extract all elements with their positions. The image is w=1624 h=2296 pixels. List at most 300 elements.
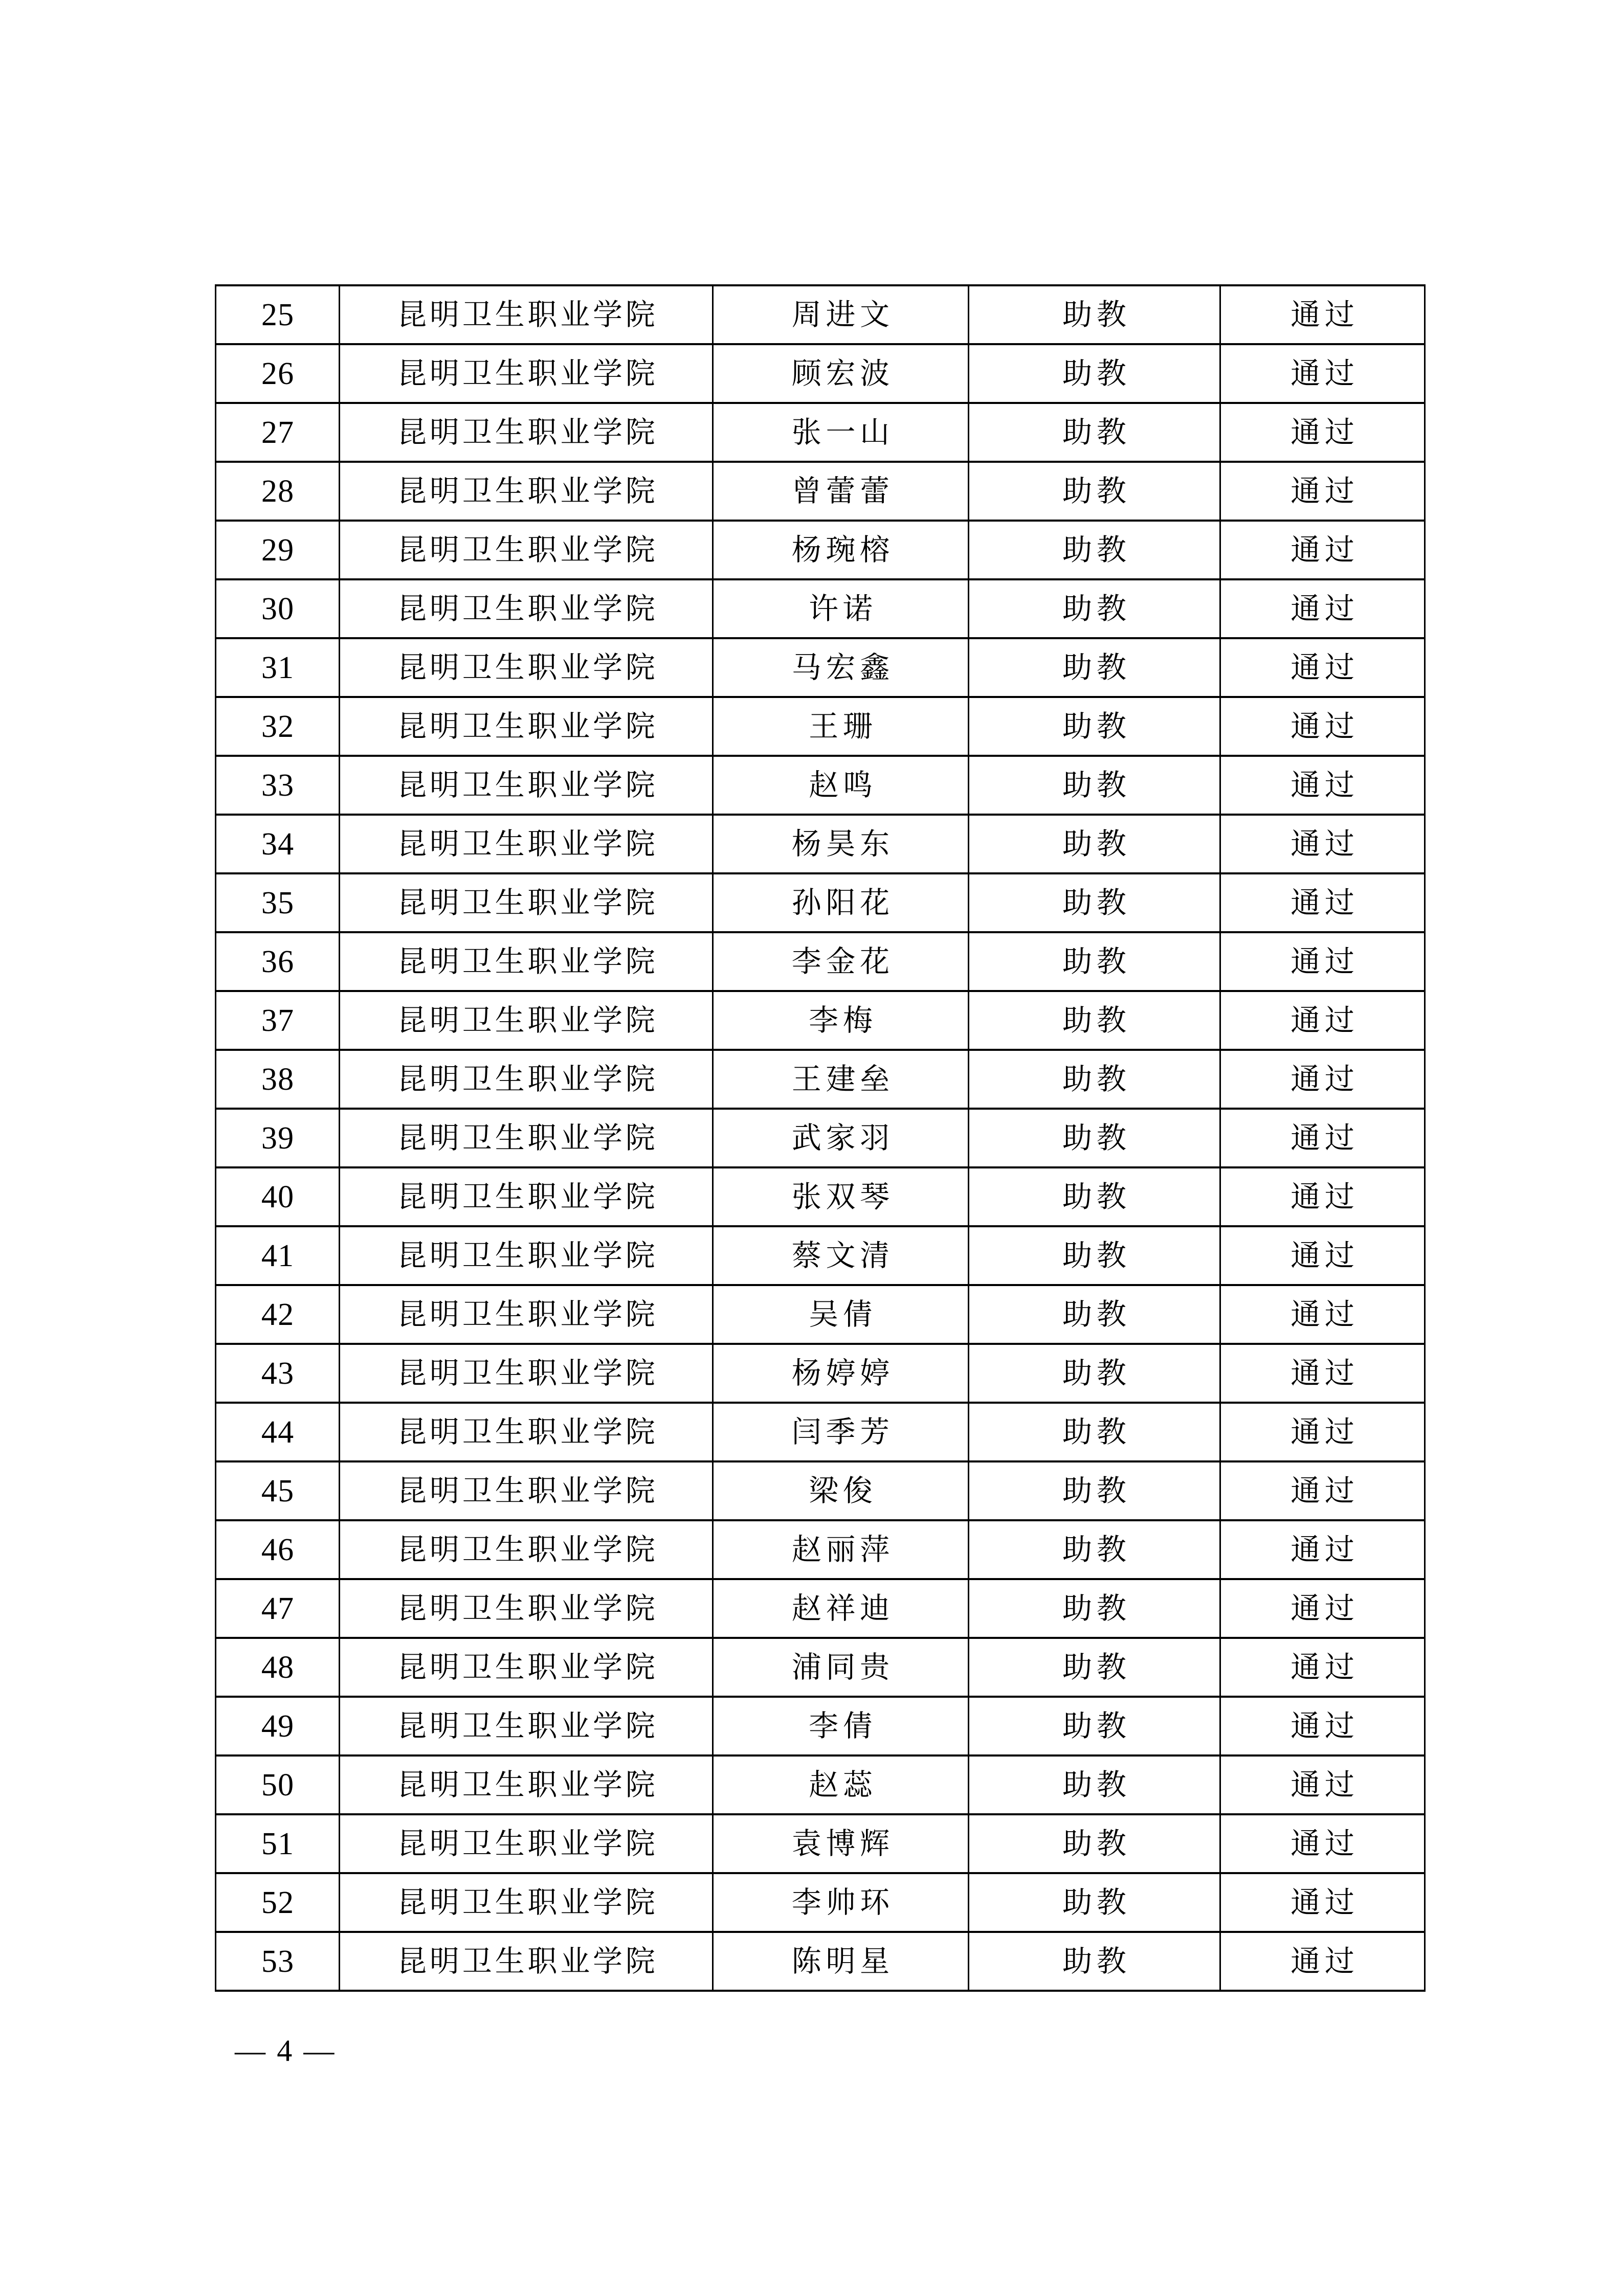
row-number-cell (216, 1873, 340, 1932)
row-number-cell (216, 1403, 340, 1461)
row-number-cell (216, 1226, 340, 1285)
name-cell (713, 1403, 969, 1461)
job-title: 助教 (1062, 474, 1131, 508)
row-number-cell (216, 1167, 340, 1226)
row-number: 33 (261, 768, 295, 803)
school-cell (340, 521, 713, 579)
table-row (216, 932, 1425, 991)
teacher-name: 张双琴 (791, 1180, 894, 1213)
school-name: 昆明卫生职业学院 (397, 944, 658, 978)
result-cell (1220, 1050, 1425, 1109)
teacher-name: 袁博辉 (791, 1827, 894, 1860)
school-cell (340, 344, 713, 403)
school-name: 昆明卫生职业学院 (397, 356, 658, 390)
name-cell (713, 638, 969, 697)
job-title: 助教 (1062, 827, 1131, 861)
table-row (216, 873, 1425, 932)
title-cell (969, 1873, 1220, 1932)
review-result: 通过 (1291, 1239, 1359, 1272)
school-name: 昆明卫生职业学院 (397, 1121, 658, 1155)
school-cell (340, 1520, 713, 1579)
row-number: 48 (261, 1650, 295, 1685)
table-row (216, 1461, 1425, 1520)
table-row (216, 991, 1425, 1050)
school-name: 昆明卫生职业学院 (397, 533, 658, 567)
result-cell (1220, 1873, 1425, 1932)
title-cell (969, 638, 1220, 697)
name-cell (713, 697, 969, 756)
school-name: 昆明卫生职业学院 (397, 1709, 658, 1743)
job-title: 助教 (1062, 1827, 1131, 1860)
result-cell (1220, 1520, 1425, 1579)
job-title: 助教 (1062, 1180, 1131, 1213)
result-cell (1220, 1814, 1425, 1873)
row-number: 53 (261, 1944, 295, 1979)
teacher-name: 王建垒 (791, 1062, 894, 1096)
result-cell (1220, 1755, 1425, 1814)
school-cell (340, 1167, 713, 1226)
school-name: 昆明卫生职业学院 (397, 1062, 658, 1096)
row-number-cell (216, 1697, 340, 1755)
title-cell (969, 1638, 1220, 1697)
row-number: 37 (261, 1003, 295, 1038)
row-number-cell (216, 579, 340, 638)
school-cell (340, 1697, 713, 1755)
name-cell (713, 1873, 969, 1932)
teacher-name: 李倩 (809, 1709, 877, 1743)
table-row (216, 1520, 1425, 1579)
title-cell (969, 1344, 1220, 1403)
school-cell (340, 1814, 713, 1873)
job-title: 助教 (1062, 768, 1131, 802)
teacher-name: 王珊 (809, 709, 877, 743)
name-cell (713, 873, 969, 932)
title-cell (969, 1167, 1220, 1226)
review-result: 通过 (1291, 1356, 1359, 1390)
name-cell (713, 815, 969, 873)
school-cell (340, 1344, 713, 1403)
table-row (216, 1638, 1425, 1697)
result-cell (1220, 1109, 1425, 1167)
row-number-cell (216, 756, 340, 815)
row-number-cell (216, 1109, 340, 1167)
school-cell (340, 815, 713, 873)
row-number: 27 (261, 415, 295, 450)
school-name: 昆明卫生职业学院 (397, 886, 658, 919)
teacher-name: 许诺 (809, 592, 877, 625)
row-number: 46 (261, 1532, 295, 1567)
title-cell (969, 344, 1220, 403)
results-table-body (216, 285, 1425, 1991)
review-result: 通过 (1291, 592, 1359, 625)
review-result: 通过 (1291, 1944, 1359, 1978)
result-cell (1220, 638, 1425, 697)
table-row (216, 285, 1425, 344)
school-name: 昆明卫生职业学院 (397, 298, 658, 331)
name-cell (713, 756, 969, 815)
job-title: 助教 (1062, 415, 1131, 449)
school-cell (340, 638, 713, 697)
row-number: 40 (261, 1179, 295, 1214)
row-number: 41 (261, 1238, 295, 1273)
result-cell (1220, 1579, 1425, 1638)
job-title: 助教 (1062, 1062, 1131, 1096)
row-number-cell (216, 285, 340, 344)
teacher-name: 蔡文清 (791, 1239, 894, 1272)
row-number-cell (216, 1932, 340, 1991)
school-name: 昆明卫生职业学院 (397, 1474, 658, 1507)
review-result: 通过 (1291, 1885, 1359, 1919)
name-cell (713, 991, 969, 1050)
school-name: 昆明卫生职业学院 (397, 1356, 658, 1390)
job-title: 助教 (1062, 1768, 1131, 1802)
name-cell (713, 521, 969, 579)
result-cell (1220, 1697, 1425, 1755)
result-cell (1220, 815, 1425, 873)
title-cell (969, 1461, 1220, 1520)
name-cell (713, 1461, 969, 1520)
school-cell (340, 1873, 713, 1932)
school-cell (340, 756, 713, 815)
teacher-name: 闫季芳 (791, 1415, 894, 1449)
name-cell (713, 285, 969, 344)
teacher-name: 浦同贵 (791, 1650, 894, 1684)
job-title: 助教 (1062, 1650, 1131, 1684)
title-cell (969, 285, 1220, 344)
school-cell (340, 1755, 713, 1814)
teacher-name: 张一山 (791, 415, 894, 449)
row-number-cell (216, 815, 340, 873)
row-number-cell (216, 1050, 340, 1109)
school-cell (340, 1285, 713, 1344)
review-result: 通过 (1291, 474, 1359, 508)
school-cell (340, 932, 713, 991)
teacher-name: 杨婷婷 (791, 1356, 894, 1390)
name-cell (713, 403, 969, 462)
table-row (216, 1403, 1425, 1461)
name-cell (713, 1344, 969, 1403)
review-result: 通过 (1291, 1415, 1359, 1449)
review-result: 通过 (1291, 886, 1359, 919)
review-result: 通过 (1291, 1650, 1359, 1684)
review-result: 通过 (1291, 1827, 1359, 1860)
teacher-name: 马宏鑫 (791, 650, 894, 684)
review-result: 通过 (1291, 1003, 1359, 1037)
name-cell (713, 932, 969, 991)
school-cell (340, 1226, 713, 1285)
row-number-cell (216, 1814, 340, 1873)
name-cell (713, 1167, 969, 1226)
table-row (216, 1873, 1425, 1932)
review-result: 通过 (1291, 827, 1359, 861)
result-cell (1220, 579, 1425, 638)
title-cell (969, 1697, 1220, 1755)
row-number-cell (216, 1461, 340, 1520)
teacher-name: 赵祥迪 (791, 1591, 894, 1625)
table-row (216, 521, 1425, 579)
school-cell (340, 697, 713, 756)
name-cell (713, 1109, 969, 1167)
school-name: 昆明卫生职业学院 (397, 1768, 658, 1802)
table-row (216, 1814, 1425, 1873)
row-number: 45 (261, 1473, 295, 1509)
review-result: 通过 (1291, 1591, 1359, 1625)
table-row (216, 579, 1425, 638)
teacher-name: 李帅环 (791, 1885, 894, 1919)
table-row (216, 403, 1425, 462)
teacher-name: 李梅 (809, 1003, 877, 1037)
title-cell (969, 1050, 1220, 1109)
school-name: 昆明卫生职业学院 (397, 1297, 658, 1331)
result-cell (1220, 932, 1425, 991)
job-title: 助教 (1062, 1297, 1131, 1331)
row-number-cell (216, 638, 340, 697)
result-cell (1220, 756, 1425, 815)
teacher-name: 顾宏波 (791, 356, 894, 390)
job-title: 助教 (1062, 650, 1131, 684)
school-cell (340, 1579, 713, 1638)
row-number-cell (216, 462, 340, 521)
teacher-name: 吴倩 (809, 1297, 877, 1331)
review-result: 通过 (1291, 356, 1359, 390)
job-title: 助教 (1062, 1474, 1131, 1507)
school-name: 昆明卫生职业学院 (397, 1944, 658, 1978)
row-number-cell (216, 344, 340, 403)
teacher-name: 孙阳花 (791, 886, 894, 919)
job-title: 助教 (1062, 1121, 1131, 1155)
row-number: 36 (261, 944, 295, 979)
table-row (216, 1050, 1425, 1109)
school-name: 昆明卫生职业学院 (397, 415, 658, 449)
name-cell (713, 462, 969, 521)
row-number-cell (216, 697, 340, 756)
teacher-name: 曾蕾蕾 (791, 474, 894, 508)
school-name: 昆明卫生职业学院 (397, 709, 658, 743)
school-name: 昆明卫生职业学院 (397, 768, 658, 802)
review-result: 通过 (1291, 298, 1359, 331)
name-cell (713, 1638, 969, 1697)
job-title: 助教 (1062, 1415, 1131, 1449)
review-result: 通过 (1291, 944, 1359, 978)
school-name: 昆明卫生职业学院 (397, 1650, 658, 1684)
name-cell (713, 1050, 969, 1109)
school-cell (340, 1932, 713, 1991)
teacher-name: 武家羽 (791, 1121, 894, 1155)
teacher-name: 杨昊东 (791, 827, 894, 861)
result-cell (1220, 1461, 1425, 1520)
result-cell (1220, 1932, 1425, 1991)
review-result: 通过 (1291, 415, 1359, 449)
teacher-name: 赵丽萍 (791, 1533, 894, 1566)
school-cell (340, 1403, 713, 1461)
review-result: 通过 (1291, 1474, 1359, 1507)
name-cell (713, 579, 969, 638)
title-cell (969, 991, 1220, 1050)
row-number: 44 (261, 1414, 295, 1450)
title-cell (969, 1109, 1220, 1167)
title-cell (969, 1520, 1220, 1579)
row-number: 29 (261, 532, 295, 568)
name-cell (713, 1520, 969, 1579)
row-number: 28 (261, 474, 295, 509)
job-title: 助教 (1062, 1239, 1131, 1272)
name-cell (713, 1697, 969, 1755)
school-cell (340, 579, 713, 638)
title-cell (969, 815, 1220, 873)
school-name: 昆明卫生职业学院 (397, 1533, 658, 1566)
title-cell (969, 403, 1220, 462)
job-title: 助教 (1062, 709, 1131, 743)
job-title: 助教 (1062, 944, 1131, 978)
row-number-cell (216, 932, 340, 991)
row-number-cell (216, 521, 340, 579)
row-number: 47 (261, 1591, 295, 1626)
row-number: 43 (261, 1356, 295, 1391)
row-number-cell (216, 873, 340, 932)
table-row (216, 1226, 1425, 1285)
title-cell (969, 932, 1220, 991)
result-cell (1220, 1638, 1425, 1697)
title-cell (969, 1755, 1220, 1814)
title-cell (969, 521, 1220, 579)
row-number: 52 (261, 1885, 295, 1920)
result-cell (1220, 521, 1425, 579)
job-title: 助教 (1062, 886, 1131, 919)
row-number-cell (216, 1520, 340, 1579)
name-cell (713, 344, 969, 403)
school-name: 昆明卫生职业学院 (397, 827, 658, 861)
school-cell (340, 403, 713, 462)
name-cell (713, 1579, 969, 1638)
table-row (216, 1285, 1425, 1344)
row-number: 50 (261, 1767, 295, 1803)
school-cell (340, 285, 713, 344)
title-cell (969, 697, 1220, 756)
school-name: 昆明卫生职业学院 (397, 1591, 658, 1625)
teacher-name: 李金花 (791, 944, 894, 978)
title-cell (969, 756, 1220, 815)
row-number: 25 (261, 297, 295, 332)
table-row (216, 1344, 1425, 1403)
school-cell (340, 462, 713, 521)
job-title: 助教 (1062, 1356, 1131, 1390)
table-row (216, 344, 1425, 403)
job-title: 助教 (1062, 356, 1131, 390)
job-title: 助教 (1062, 533, 1131, 567)
row-number: 49 (261, 1708, 295, 1744)
teacher-name: 赵蕊 (809, 1768, 877, 1802)
school-cell (340, 1461, 713, 1520)
school-name: 昆明卫生职业学院 (397, 650, 658, 684)
result-cell (1220, 462, 1425, 521)
row-number: 39 (261, 1120, 295, 1156)
school-name: 昆明卫生职业学院 (397, 1003, 658, 1037)
school-cell (340, 1050, 713, 1109)
job-title: 助教 (1062, 1591, 1131, 1625)
name-cell (713, 1932, 969, 1991)
table-row (216, 1109, 1425, 1167)
job-title: 助教 (1062, 1944, 1131, 1978)
title-cell (969, 579, 1220, 638)
teacher-name: 周进文 (791, 298, 894, 331)
table-row (216, 1755, 1425, 1814)
job-title: 助教 (1062, 1003, 1131, 1037)
row-number-cell (216, 1755, 340, 1814)
table-row (216, 638, 1425, 697)
review-result: 通过 (1291, 533, 1359, 567)
school-cell (340, 991, 713, 1050)
name-cell (713, 1226, 969, 1285)
school-name: 昆明卫生职业学院 (397, 1180, 658, 1213)
review-result: 通过 (1291, 1297, 1359, 1331)
review-result: 通过 (1291, 1709, 1359, 1743)
table-row (216, 697, 1425, 756)
title-cell (969, 1932, 1220, 1991)
title-cell (969, 1814, 1220, 1873)
title-cell (969, 462, 1220, 521)
row-number-cell (216, 1579, 340, 1638)
results-table (215, 284, 1426, 1992)
table-row (216, 1579, 1425, 1638)
row-number: 30 (261, 591, 295, 626)
table-row (216, 1167, 1425, 1226)
row-number-cell (216, 1285, 340, 1344)
result-cell (1220, 1403, 1425, 1461)
title-cell (969, 1579, 1220, 1638)
table-row (216, 462, 1425, 521)
review-result: 通过 (1291, 768, 1359, 802)
row-number: 35 (261, 885, 295, 920)
review-result: 通过 (1291, 1180, 1359, 1213)
table-row (216, 815, 1425, 873)
school-cell (340, 1109, 713, 1167)
review-result: 通过 (1291, 1768, 1359, 1802)
result-cell (1220, 1285, 1425, 1344)
job-title: 助教 (1062, 592, 1131, 625)
row-number: 32 (261, 709, 295, 744)
school-name: 昆明卫生职业学院 (397, 474, 658, 508)
row-number: 26 (261, 356, 295, 391)
job-title: 助教 (1062, 1533, 1131, 1566)
school-name: 昆明卫生职业学院 (397, 1885, 658, 1919)
title-cell (969, 873, 1220, 932)
row-number-cell (216, 991, 340, 1050)
result-cell (1220, 344, 1425, 403)
result-cell (1220, 991, 1425, 1050)
title-cell (969, 1403, 1220, 1461)
teacher-name: 陈明星 (791, 1944, 894, 1978)
result-cell (1220, 873, 1425, 932)
title-cell (969, 1226, 1220, 1285)
result-cell (1220, 1167, 1425, 1226)
table-row (216, 1932, 1425, 1991)
school-name: 昆明卫生职业学院 (397, 1239, 658, 1272)
school-cell (340, 873, 713, 932)
job-title: 助教 (1062, 1885, 1131, 1919)
result-cell (1220, 403, 1425, 462)
row-number: 31 (261, 650, 295, 685)
teacher-name: 杨琬榕 (791, 533, 894, 567)
row-number-cell (216, 1344, 340, 1403)
row-number-cell (216, 403, 340, 462)
table-row (216, 756, 1425, 815)
review-result: 通过 (1291, 650, 1359, 684)
row-number: 34 (261, 826, 295, 862)
row-number-cell (216, 1638, 340, 1697)
review-result: 通过 (1291, 1062, 1359, 1096)
row-number: 51 (261, 1826, 295, 1861)
job-title: 助教 (1062, 1709, 1131, 1743)
